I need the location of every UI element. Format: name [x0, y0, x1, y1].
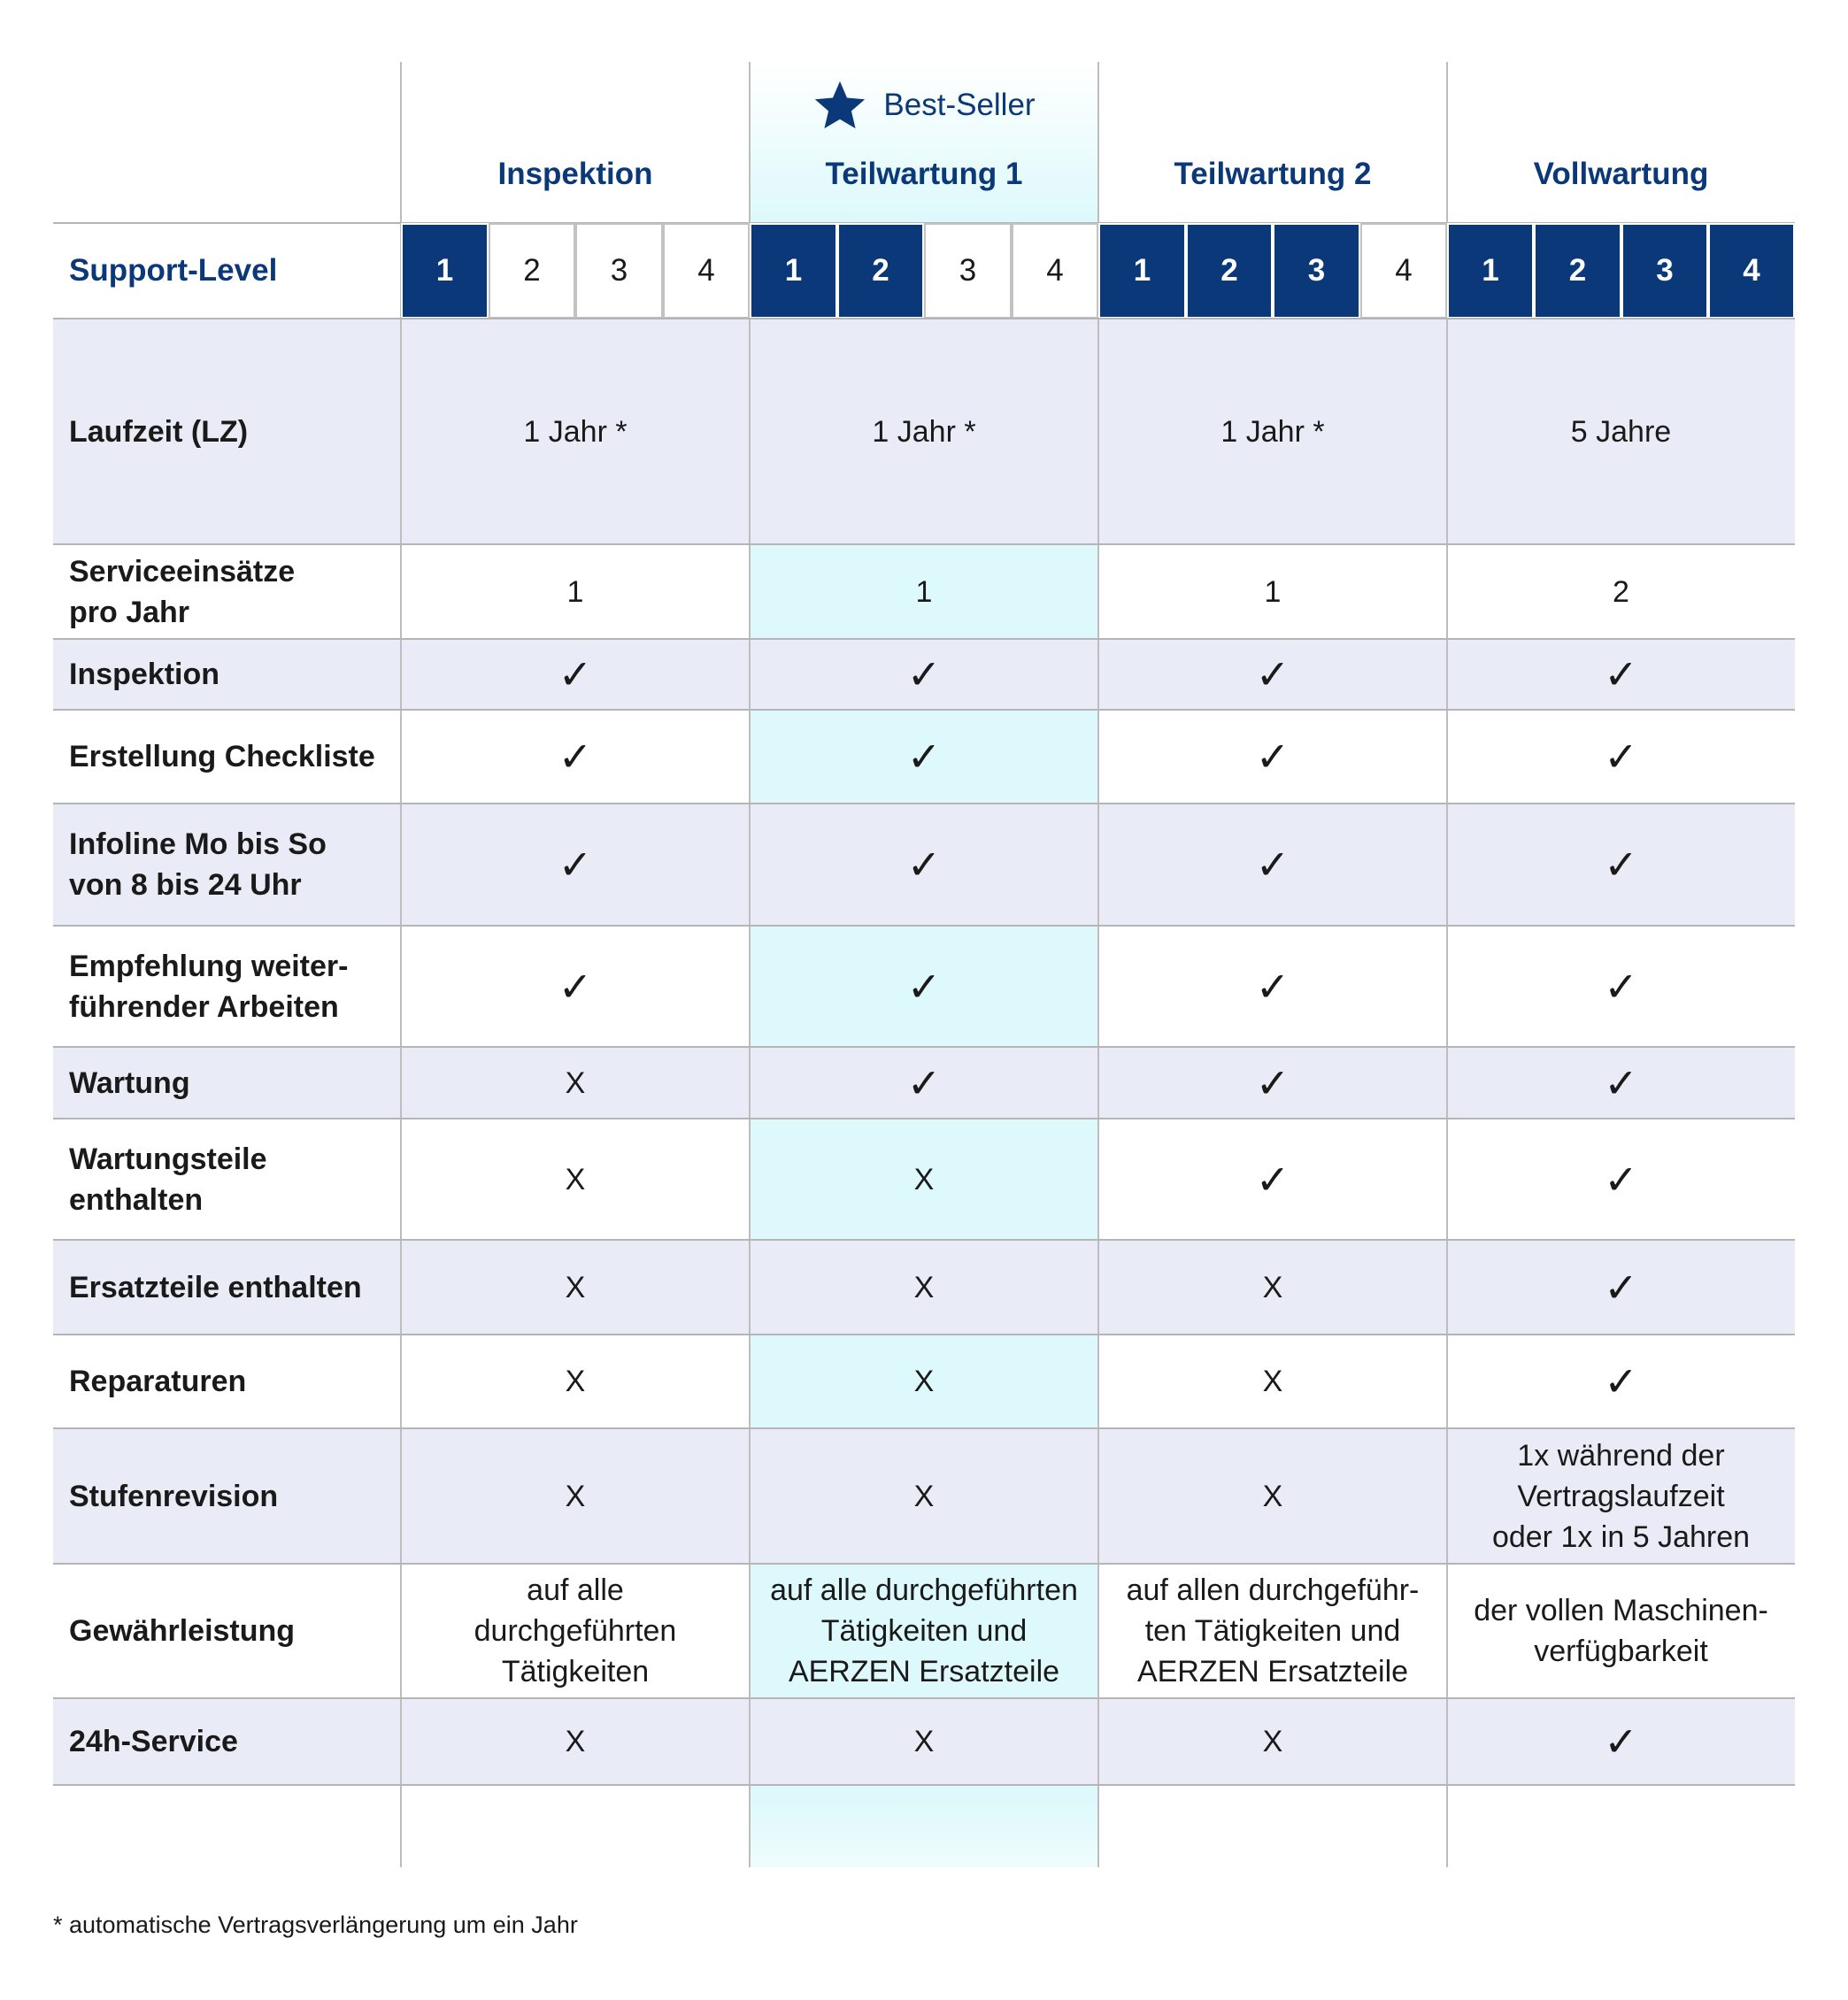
support-level-cell: 4	[1708, 223, 1795, 319]
support-level-cell: 2	[489, 223, 575, 319]
support-level-cell: 4	[1012, 223, 1098, 319]
row-label: Erstellung Checkliste	[69, 740, 375, 773]
checkmark-icon: ✓	[1604, 734, 1638, 780]
row-label: Ersatzteile enthalten	[69, 1270, 362, 1304]
support-level-label: Support-Level	[69, 253, 278, 288]
checkmark-icon: ✓	[906, 963, 942, 1010]
row-label: Infoline Mo bis So von 8 bis 24 Uhr	[69, 827, 327, 902]
row-label: Wartung	[69, 1065, 190, 1100]
table-cell: 1x während der Vertragslaufzeit oder 1x in 5 Jahren	[1491, 1438, 1751, 1554]
x-mark: X	[1262, 1365, 1283, 1398]
checkmark-icon: ✓	[1255, 734, 1290, 780]
checkmark-icon: ✓	[1604, 1156, 1638, 1203]
x-mark: X	[913, 1479, 935, 1513]
checkmark-icon: ✓	[906, 734, 942, 780]
checkmark-icon: ✓	[906, 842, 942, 888]
x-mark: X	[565, 1065, 586, 1100]
row-label: Laufzeit (LZ)	[69, 414, 249, 449]
checkmark-icon: ✓	[1604, 1358, 1638, 1404]
row-label: Empfehlung weiter- führender Arbeiten	[69, 949, 349, 1024]
checkmark-icon: ✓	[1604, 963, 1638, 1010]
support-level-cell: 3	[1273, 223, 1360, 319]
checkmark-icon: ✓	[1255, 842, 1290, 888]
bestseller-label: Best-Seller	[883, 88, 1036, 122]
star-icon	[812, 78, 867, 133]
table-cell: 2	[1613, 574, 1629, 609]
x-mark: X	[1262, 1479, 1283, 1513]
plan-title: Vollwartung	[1533, 157, 1709, 191]
plan-title: Teilwartung 1	[825, 157, 1023, 191]
table-cell: 1	[915, 574, 933, 609]
table-cell: auf allen durchgeführ- ten Tätigkeiten und AERZEN Ersatzteile	[1126, 1573, 1420, 1688]
support-level-cell: 1	[750, 223, 837, 319]
x-mark: X	[913, 1270, 935, 1304]
x-mark: X	[913, 1162, 935, 1196]
x-mark: X	[565, 1479, 586, 1513]
plan-title: Teilwartung 2	[1174, 157, 1372, 191]
row-label: Gewährleistung	[69, 1614, 296, 1648]
support-level-cell: 2	[837, 223, 924, 319]
checkmark-icon: ✓	[1255, 1156, 1290, 1203]
x-mark: X	[565, 1270, 586, 1304]
table-cell: 1	[1264, 574, 1282, 609]
bestseller-badge	[750, 78, 1098, 133]
support-level-cell: 3	[1621, 223, 1708, 319]
support-level-cell: 3	[575, 223, 663, 319]
support-level-cell: 2	[1186, 223, 1273, 319]
checkmark-icon: ✓	[1604, 1264, 1638, 1311]
x-mark: X	[565, 1365, 586, 1398]
row-label: Serviceeinsätze pro Jahr	[69, 554, 296, 629]
checkmark-icon: ✓	[558, 842, 593, 888]
x-mark: X	[1262, 1270, 1283, 1304]
support-level-cell: 4	[1360, 223, 1447, 319]
table-cell: 1 Jahr *	[1220, 414, 1325, 449]
checkmark-icon: ✓	[1255, 1059, 1290, 1106]
checkmark-icon: ✓	[558, 963, 593, 1010]
checkmark-icon: ✓	[558, 651, 593, 697]
support-level-cell: 2	[1534, 223, 1621, 319]
checkmark-icon: ✓	[1604, 1059, 1638, 1106]
x-mark: X	[913, 1725, 935, 1758]
support-level-cell: 1	[401, 223, 489, 319]
x-mark: X	[565, 1162, 586, 1196]
checkmark-icon: ✓	[1604, 1719, 1638, 1765]
checkmark-icon: ✓	[558, 734, 593, 780]
table-cell: 1 Jahr *	[872, 414, 976, 449]
x-mark: X	[1262, 1725, 1283, 1758]
support-level-cell: 1	[1098, 223, 1186, 319]
table-cell: 5 Jahre	[1570, 414, 1672, 449]
table-cell: 1	[566, 574, 584, 609]
table-cell: 1 Jahr *	[523, 414, 628, 449]
checkmark-icon: ✓	[1255, 651, 1290, 697]
plan-title: Inspektion	[497, 157, 653, 191]
checkmark-icon: ✓	[1604, 651, 1638, 697]
footnote: * automatische Vertragsverlängerung um ein Jahr	[53, 1912, 578, 1938]
row-label: Reparaturen	[69, 1365, 247, 1398]
table-cell: auf alle durchgeführten Tätigkeiten und AERZEN Ersatzteile	[770, 1573, 1078, 1688]
table-cell: der vollen Maschinen- verfügbarkeit	[1474, 1594, 1768, 1668]
table-cell: auf alle durchgeführten Tätigkeiten	[474, 1573, 677, 1688]
support-level-cell: 4	[663, 223, 750, 319]
x-mark: X	[565, 1725, 586, 1758]
support-level-cell: 1	[1447, 223, 1534, 319]
row-label: 24h-Service	[69, 1725, 238, 1758]
x-mark: X	[913, 1365, 935, 1398]
checkmark-icon: ✓	[1604, 842, 1638, 888]
support-level-cell: 3	[924, 223, 1012, 319]
checkmark-icon: ✓	[1255, 963, 1290, 1010]
row-label: Stufenrevision	[69, 1479, 279, 1513]
checkmark-icon: ✓	[906, 1059, 942, 1106]
row-label: Inspektion	[69, 658, 220, 691]
checkmark-icon: ✓	[906, 651, 942, 697]
row-label: Wartungsteile enthalten	[69, 1142, 267, 1217]
